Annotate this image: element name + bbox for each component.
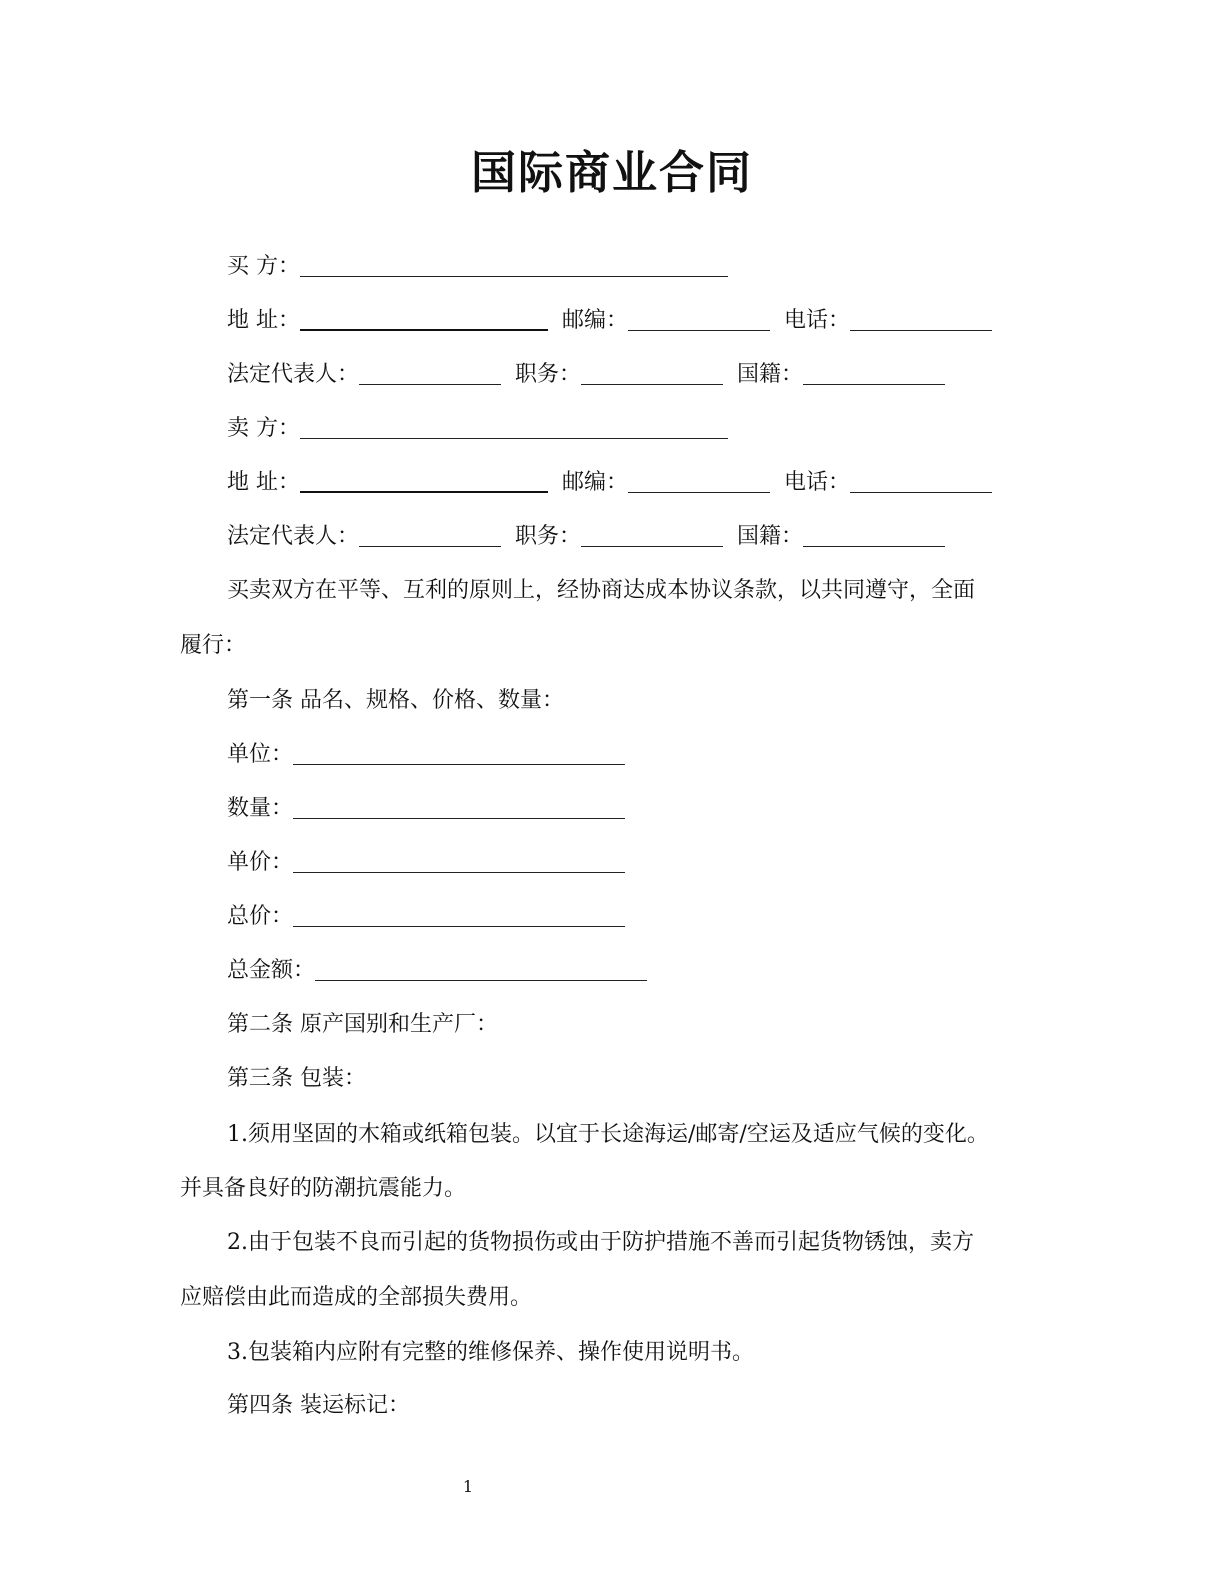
buyer-phone-label: 电话： bbox=[784, 308, 851, 333]
seller-position-blank[interactable] bbox=[581, 526, 723, 547]
unit-price-line bbox=[227, 848, 625, 878]
buyer-position-blank[interactable] bbox=[581, 364, 723, 385]
seller-position-label: 职务： bbox=[515, 524, 582, 549]
seller-phone-label: 电话： bbox=[784, 470, 851, 495]
seller-blank[interactable] bbox=[300, 418, 728, 439]
packing-item-3-line-1: 3.包装箱内应附有完整的维修保养、操作使用说明书。 bbox=[227, 1340, 754, 1365]
quantity-line bbox=[227, 794, 625, 824]
seller-rep-label: 法定代表人： bbox=[227, 524, 360, 549]
buyer-postcode-label: 邮编： bbox=[562, 308, 629, 333]
quantity-blank[interactable] bbox=[293, 798, 625, 819]
buyer-label: 买 方： bbox=[227, 254, 300, 279]
total-price-blank[interactable] bbox=[293, 906, 625, 927]
packing-item-2-line-1: 2.由于包装不良而引起的货物损伤或由于防护措施不善而引起货物锈蚀，卖方 bbox=[227, 1230, 974, 1255]
seller-rep-line bbox=[227, 522, 945, 552]
buyer-address-blank[interactable] bbox=[300, 309, 548, 331]
seller-phone-blank[interactable] bbox=[850, 472, 992, 493]
total-amount-label: 总金额： bbox=[227, 958, 316, 983]
buyer-nationality-blank[interactable] bbox=[803, 364, 945, 385]
seller-line bbox=[227, 414, 728, 444]
buyer-rep-label: 法定代表人： bbox=[227, 362, 360, 387]
seller-label: 卖 方： bbox=[227, 416, 300, 441]
packing-item-1-line-1: 1.须用坚固的木箱或纸箱包装。以宜于长途海运/邮寄/空运及适应气候的变化。 bbox=[227, 1122, 989, 1147]
seller-nationality-label: 国籍： bbox=[737, 524, 804, 549]
unit-label: 单位： bbox=[227, 742, 294, 767]
article-2-heading: 第二条 原产国别和生产厂： bbox=[227, 1012, 498, 1037]
seller-address-line bbox=[227, 468, 992, 498]
buyer-rep-blank[interactable] bbox=[359, 364, 501, 385]
article-3-heading: 第三条 包装： bbox=[227, 1066, 366, 1091]
buyer-postcode-blank[interactable] bbox=[628, 310, 770, 331]
total-price-line bbox=[227, 902, 625, 932]
packing-item-2-line-2: 应赔偿由此而造成的全部损失费用。 bbox=[180, 1285, 533, 1310]
document-title: 国际商业合同 bbox=[470, 146, 753, 199]
buyer-rep-line bbox=[227, 360, 945, 390]
article-1-heading: 第一条 品名、规格、价格、数量： bbox=[227, 688, 564, 713]
unit-line bbox=[227, 740, 625, 770]
buyer-position-label: 职务： bbox=[515, 362, 582, 387]
seller-nationality-blank[interactable] bbox=[803, 526, 945, 547]
total-price-label: 总价： bbox=[227, 904, 294, 929]
intro-paragraph-line-2: 履行： bbox=[180, 633, 247, 658]
total-amount-line bbox=[227, 956, 647, 986]
seller-postcode-blank[interactable] bbox=[628, 472, 770, 493]
buyer-nationality-label: 国籍： bbox=[737, 362, 804, 387]
page-number: 1 bbox=[462, 1477, 474, 1496]
buyer-line bbox=[227, 252, 728, 282]
intro-paragraph-line-1: 买卖双方在平等、互利的原则上，经协商达成本协议条款，以共同遵守，全面 bbox=[227, 578, 976, 603]
packing-item-1-line-2: 并具备良好的防潮抗震能力。 bbox=[180, 1176, 467, 1201]
seller-postcode-label: 邮编： bbox=[562, 470, 629, 495]
article-4-heading: 第四条 装运标记： bbox=[227, 1393, 410, 1418]
seller-address-label: 地 址： bbox=[227, 470, 300, 495]
quantity-label: 数量： bbox=[227, 796, 294, 821]
buyer-address-label: 地 址： bbox=[227, 308, 300, 333]
buyer-blank[interactable] bbox=[300, 256, 728, 277]
total-amount-blank[interactable] bbox=[315, 960, 647, 981]
unit-price-blank[interactable] bbox=[293, 852, 625, 873]
unit-price-label: 单价： bbox=[227, 850, 294, 875]
buyer-address-line bbox=[227, 306, 992, 336]
unit-blank[interactable] bbox=[293, 744, 625, 765]
seller-address-blank[interactable] bbox=[300, 471, 548, 493]
seller-rep-blank[interactable] bbox=[359, 526, 501, 547]
buyer-phone-blank[interactable] bbox=[850, 310, 992, 331]
